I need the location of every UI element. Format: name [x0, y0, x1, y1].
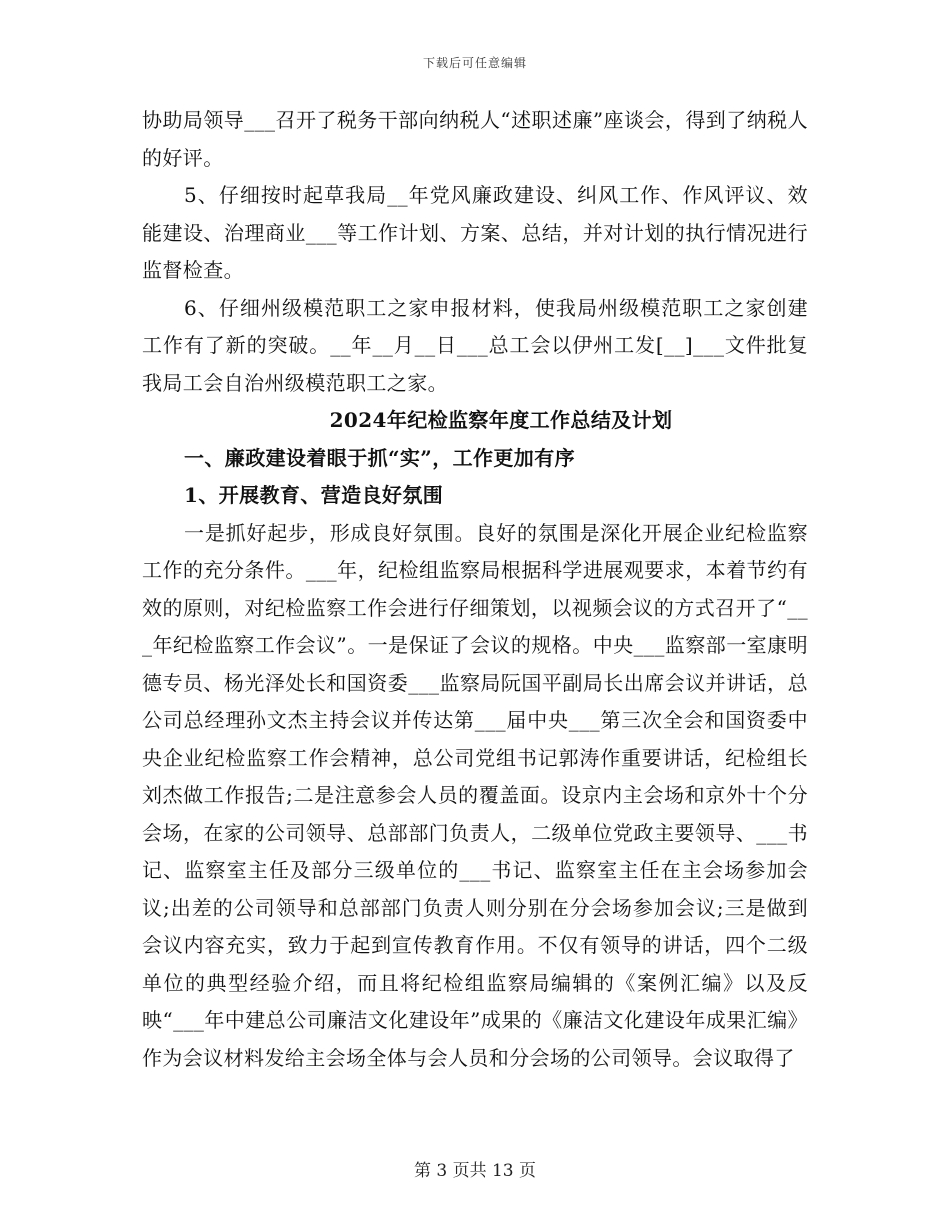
paragraph-item-6: 6、仔细州级模范职工之家申报材料，使我局州级模范职工之家创建工作有了新的突破。__年__月__日___总工会以伊州工发[__]___文件批复我局工会自治州级模范职工之家。: [142, 295, 808, 395]
subsection-heading-1: 1、开展教育、营造良好氛围: [184, 483, 444, 507]
paragraph-item-5: 5、仔细按时起草我局__年党风廉政建设、纠风工作、作风评议、效能建设、治理商业___等工作计划、方案、总结，并对计划的执行情况进行监督检查。: [142, 183, 808, 282]
section-heading-1: 一、廉政建设着眼于抓“实”，工作更加有序: [184, 445, 576, 470]
page-header: 下载后可任意编辑: [422, 56, 527, 70]
page-footer: 第 3 页共 13 页: [413, 1161, 537, 1181]
document-title: 2024年纪检监察年度工作总结及计划: [329, 408, 673, 432]
paragraph-body: 一是抓好起步，形成良好氛围。良好的氛围是深化开展企业纪检监察工作的充分条件。___年，纪检组监察局根据科学进展观要求，本着节约有效的原则，对纪检监察工作会进行仔细策划，以视频会议的方式召开了“___年纪检监察工作会议”。一是保证了会议的规格。中央___监察部一室康明德专员、杨光泽处长和国资委___监察局阮国平副局长出席会议并讲话，总公司总经理孙文杰主持会议并传达第___届中央___第三次全会和国资委中央企业纪检监察工作会精神，总公司党组书记郭涛作重要讲话，纪检组长刘杰做工作报告;二是注意参会人员的覆盖面。设京内主会场和京外十个分会场，在家的公司领导、总部部门负责人，二级单位党政主要领导、___书记、监察室主任及部分三级单位的___书记、监察室主任在主会场参加会议;出差的公司领导和总部部门负责人则分别在分会场参加会议;三是做到会议内容充实，致力于起到宣传教育作用。不仅有领导的讲话，四个二级单位的典型经验介绍，而且将纪检组监察局编辑的《案例汇编》以及反映“___年中建总公司廉洁文化建设年”成果的《廉洁文化建设年成果汇编》作为会议材料发给主会场全体与会人员和分会场的公司领导。会议取得了: [142, 520, 808, 1070]
paragraph-continuation: 协助局领导___召开了税务干部向纳税人“述职述廉”座谈会，得到了纳税人的好评。: [142, 108, 808, 170]
document-body: [142, 102, 808, 1077]
